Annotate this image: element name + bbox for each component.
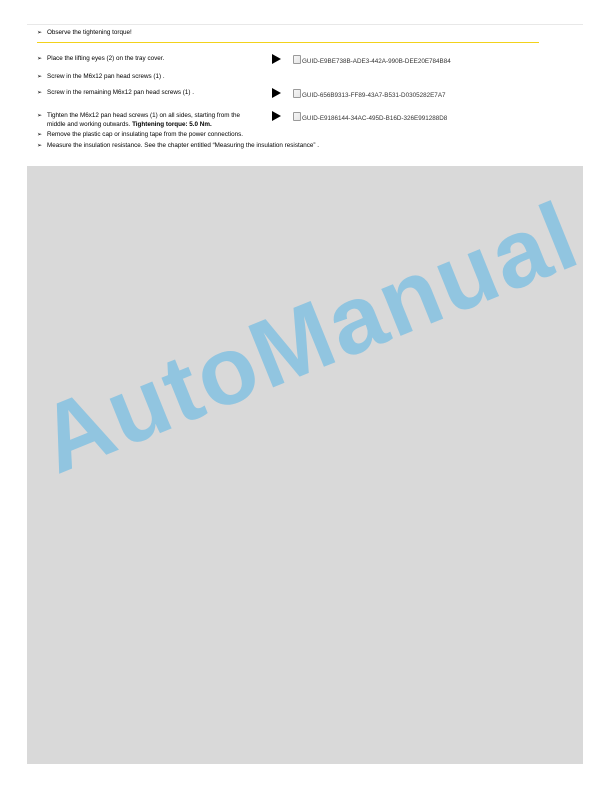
step-text: Screw in the M6x12 pan head screws (1) . xyxy=(47,73,165,80)
step-measure xyxy=(37,142,319,150)
step-remove-cap xyxy=(37,131,243,139)
bullet-arrow-icon: ➢ xyxy=(37,113,43,119)
step-text: Measure the insulation resistance. See the chapter entitled “Measuring the insulation resistance” . xyxy=(47,142,319,149)
watermark: AutoManual xyxy=(24,181,593,495)
figure-caption: GUID-E9BE738B-ADE3-442A-990B-DEE20E784B84 xyxy=(302,58,451,65)
broken-image-icon xyxy=(293,55,301,64)
step-observe-torque xyxy=(37,29,132,37)
bullet-arrow-icon: ➢ xyxy=(37,74,43,80)
step-text: Observe the tightening torque! xyxy=(47,29,132,36)
step-text: Place the lifting eyes (2) on the tray cover. xyxy=(47,55,165,62)
figure-placeholder xyxy=(293,55,451,66)
bullet-arrow-icon: ➢ xyxy=(37,143,43,149)
figure-caption: GUID-E9186144-34AC-495D-B16D-326E991288D8 xyxy=(302,115,448,122)
step-tighten-continued xyxy=(47,121,212,129)
step-text: Remove the plastic cap or insulating tape from the power connections. xyxy=(47,131,244,138)
top-divider xyxy=(27,24,583,25)
figure-placeholder xyxy=(293,89,446,100)
step-text: Screw in the remaining M6x12 pan head screws (1) . xyxy=(47,89,194,96)
step-place-lifting-eyes xyxy=(37,55,164,63)
step-tighten xyxy=(37,112,240,120)
play-icon[interactable] xyxy=(272,88,281,98)
bullet-arrow-icon: ➢ xyxy=(37,56,43,62)
step-text: Tighten the M6x12 pan head screws (1) on all sides, starting from the xyxy=(47,112,240,119)
broken-image-icon xyxy=(293,89,301,98)
step-screw-in xyxy=(37,73,165,81)
warning-divider xyxy=(37,42,539,43)
torque-value: Tightening torque: 5.0 Nm. xyxy=(132,121,212,128)
bullet-arrow-icon: ➢ xyxy=(37,132,43,138)
step-text: middle and working outwards. xyxy=(47,121,131,128)
bullet-arrow-icon: ➢ xyxy=(37,30,43,36)
instructions-block xyxy=(27,24,583,166)
broken-image-icon xyxy=(293,112,301,121)
play-icon[interactable] xyxy=(272,111,281,121)
play-icon[interactable] xyxy=(272,54,281,64)
bullet-arrow-icon: ➢ xyxy=(37,90,43,96)
figure-caption: GUID-656B9313-FF89-43A7-B531-D0305282E7A7 xyxy=(302,92,446,99)
figure-placeholder xyxy=(293,112,447,123)
step-screw-in-remaining xyxy=(37,89,194,97)
document-page xyxy=(27,24,583,764)
